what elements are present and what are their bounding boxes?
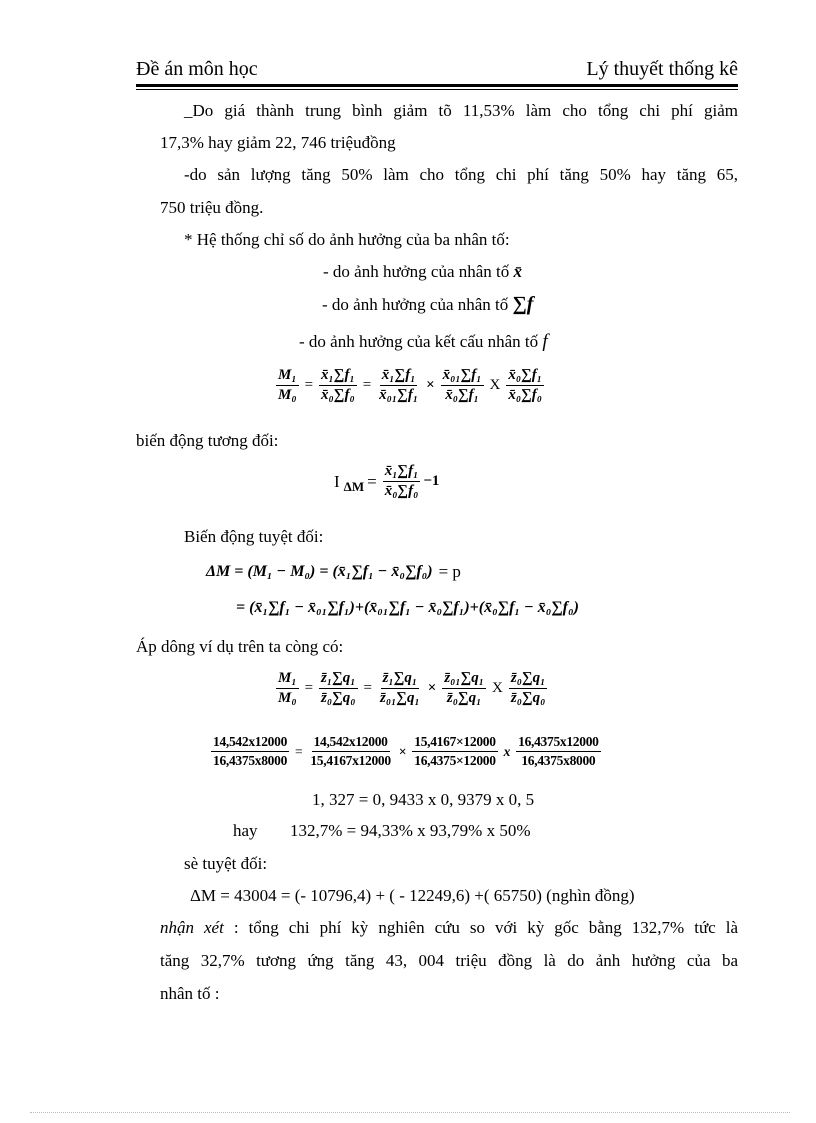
page-bottom-border (30, 1112, 790, 1113)
index-formula: $\frac{\text{M₁}}{\text{M₀}}$ = $\frac{\text{x̄₁∑f₁}}{\text{x̄₀∑f₀}}$ = $\frac{\text{x̄₁∑f₁}}{\text{x̄₀₁∑f₁}}$ × $\frac{\text{x̄₀₁∑f₁}}{\text{x̄₀∑f₁}}$ X x̄₀∑f₁ x̄₀∑f₀ (278, 367, 543, 403)
remark-line: tăng 32,7% tương ứng tăng 43, 004 triệu đồng là do ảnh hưởng của ba (160, 951, 738, 970)
section-label: sè tuyệt đối: (184, 854, 268, 873)
bullet-item (299, 332, 548, 352)
absolute-formula-line: ΔM = (M₁ − M₀) = (x̄₁∑f₁ − x̄₀∑f₀) = p (206, 562, 461, 581)
section-label: biến động tương đối: (136, 431, 279, 450)
para-line: * Hệ thống chỉ số do ảnh hưởng của ba nhân tố: (184, 230, 510, 249)
result-hay: hay (233, 821, 258, 840)
bullet-symbol: ∑f (512, 293, 534, 315)
bullet-symbol: x̄ (513, 262, 523, 281)
cost-index-formula: $\frac{\text{M₁}}{\text{M₀}}$ = $\frac{\text{z̄₁∑q₁}}{\text{z̄₀∑q₀}}$ = $\frac{\text{z̄₁∑q₁}}{\text{z̄₀₁∑q₁}}$ × $\frac{\text{z̄₀₁∑q₁}}{\text{z̄₀∑q₁}}$ X z̄₀∑q₁ z̄₀∑q₀ (278, 670, 546, 706)
header-rule (136, 84, 738, 87)
bullet-symbol: f (542, 331, 548, 352)
para-line: 17,3% hay giảm 22, 746 triệuđồng (160, 133, 396, 152)
result-line: 132,7% = 94,33% x 93,79% x 50% (290, 821, 531, 840)
remark-line (160, 918, 738, 938)
absolute-formula-line: = (x̄₁∑f₁ − x̄₀₁∑f₁)+(x̄₀₁∑f₁ − x̄₀∑f₁)+(x̄₀∑f₁ − x̄₀∑f₀) (236, 599, 579, 616)
remark-text: : tổng chi phí kỳ nghiên cứu so với kỳ gốc bằng 132,7% tức là (233, 918, 738, 937)
bullet-item (322, 294, 533, 315)
header-left: Đề án môn học (136, 58, 258, 80)
section-label: Biến động tuyệt đối: (184, 527, 324, 546)
bullet-text: - do ảnh hưởng của nhân tố (322, 295, 509, 314)
bullet-item (323, 262, 522, 282)
para-line: 750 triệu đồng. (160, 198, 264, 217)
numeric-formula: $\frac{14,542x12000}{16,4375x8000}$ = $\frac{14,542x12000}{15,4167x12000}$ × $\frac{15,4167\times 12000}{16,4375\times 12000}$ x 16,4375x12000 16,4375x8000 (213, 734, 599, 768)
bullet-text: - do ảnh hưởng của kết cấu nhân tố (299, 332, 539, 351)
header-right: Lý thuyết thống kê (586, 58, 738, 80)
remark-line: nhân tố : (160, 984, 220, 1003)
delta-equation: ΔM = 43004 = (- 10796,4) + ( - 12249,6) +( 65750) (nghìn đồng) (190, 886, 635, 905)
bullet-text: - do ảnh hưởng của nhân tố (323, 262, 510, 281)
result-line: 1, 327 = 0, 9433 x 0, 9379 x 0, 5 (312, 790, 535, 809)
para-line: _Do giá thành trung bình giảm tõ 11,53% làm cho tổng chi phí giảm (184, 101, 738, 120)
header-rule-thin (136, 89, 738, 90)
para-line: -do sản lượng tăng 50% làm cho tổng chi phí tăng 50% hay tăng 65, (184, 165, 738, 184)
section-label: Áp dông ví dụ trên ta còng có: (136, 637, 344, 656)
relative-formula: I ΔM = $\frac{\text{x̄₁∑f₁}}{\text{x̄₀∑f₀}}$ −1 (334, 463, 440, 499)
remark-label: nhận xét (160, 918, 224, 937)
